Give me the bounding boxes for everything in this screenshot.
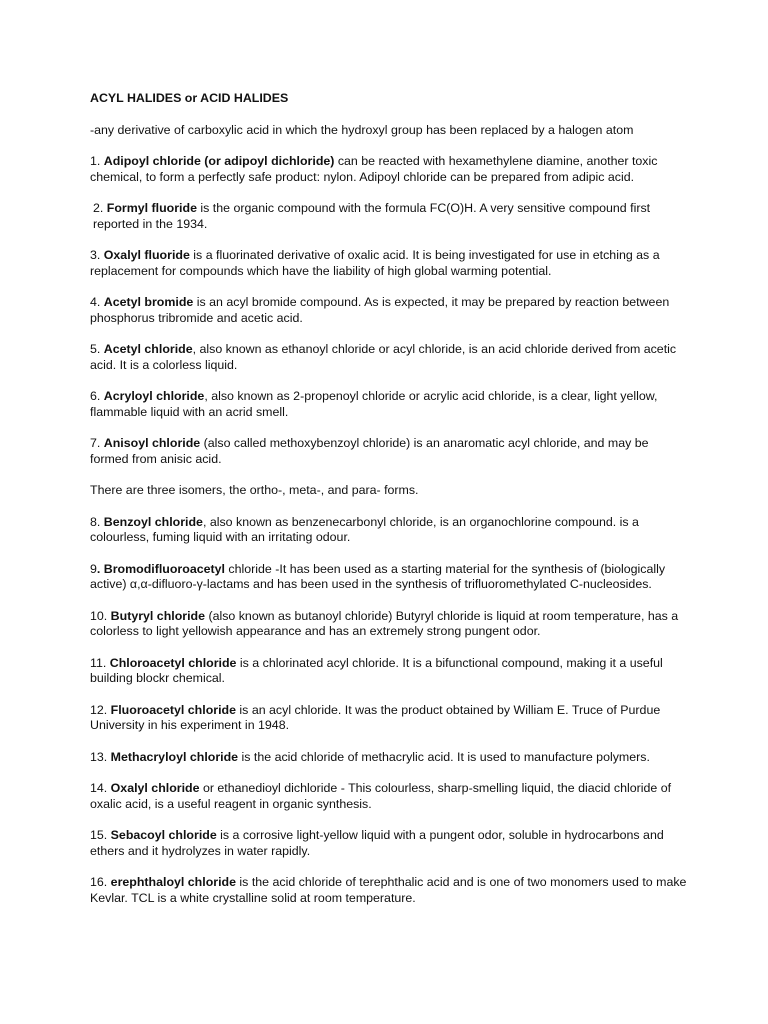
entry-number: 14. [90,781,111,795]
entry-text: (also called methoxybenzoyl chloride) is an anaromatic acyl chloride, and may be formed from anisic acid. [90,436,649,466]
entry-paragraph [90,781,690,812]
entry-text: , also known as ethanoyl chloride or acyl chloride, is an acid chloride derived from acetic acid. It is a colorless liquid. [90,342,677,372]
entry-paragraph [90,828,690,859]
entry-number: 11. [90,655,110,670]
entry-text: chloride -It has been used as a starting material for the synthesis of (biologically active) α,α-difluoro-γ-lactams and has been used in the synthesis of trifluoromethylated C-nucleosides. [90,561,666,591]
entry-name: erephthaloyl chloride [110,875,236,889]
entry-name: Formyl fluoride [106,201,197,215]
entry-paragraph [90,248,690,279]
entry-paragraph [90,656,690,687]
entry-name: Fluoroacetyl chloride [110,702,236,717]
entry-text: or ethanedioyl dichloride - This colourless, sharp-smelling liquid, the diacid chloride of oxalic acid, is a useful reagent in organic synthesis. [90,781,672,811]
entry-number: 3. [90,248,104,262]
entry-number: 4. [90,295,104,309]
entry-number: 8. [90,514,104,529]
entry-number: 5. [90,342,104,356]
entry-name: Acryloyl chloride [103,389,205,403]
entry-text: , also known as 2-propenoyl chloride or acrylic acid chloride, is a clear, light yellow, flammable liquid with an acrid smell. [90,389,658,419]
entry-text: , also known as benzenecarbonyl chloride, is an organochlorine compound. is a colourless, fuming liquid with an irritating odour. [90,514,639,544]
document-title: ACYL HALIDES or ACID HALIDES [90,91,289,105]
entry-text: is a corrosive light-yellow liquid with a pungent odor, soluble in hydrocarbons and ethers and it hydrolyzes in water rapidly. [90,828,664,858]
entry-name: Methacryloyl chloride [110,749,239,764]
entry-paragraph [90,515,690,546]
entry-name: Butyryl chloride [110,608,205,623]
entry-name: Anisoyl chloride [103,436,201,450]
entry-name: Adipoyl chloride (or adipoyl dichloride) [103,154,335,168]
entry-text: is an acyl bromide compound. As is expected, it may be prepared by reaction between phosphorus tribromide and acetic acid. [90,295,670,325]
entry-text: is the acid chloride of terephthalic acid and is one of two monomers used to make Kevlar. TCL is a white crystalline solid at room temperature. [90,875,687,905]
entry-paragraph [90,295,690,326]
entry-text: is an acyl chloride. It was the product obtained by William E. Truce of Purdue University in his experiment in 1948. [90,702,661,732]
entry-number: 1. [90,154,104,168]
entry-name: Benzoyl chloride [103,514,203,529]
entry-text: is a fluorinated derivative of oxalic acid. It is being investigated for use in etching as a replacement for compounds which have the liability of high global warming potential. [90,248,660,278]
entry-text: is the acid chloride of methacrylic acid. It is used to manufacture polymers. [238,749,650,764]
entry-paragraph [90,154,690,185]
entry-name: Acetyl bromide [103,295,194,309]
entry-number: 7. [90,436,104,450]
entry-paragraph [90,703,690,734]
entry-paragraph [90,389,690,420]
isomers-note: There are three isomers, the ortho-, meta-, and para- forms. [90,483,419,497]
entry-text: is a chlorinated acyl chloride. It is a bifunctional compound, making it a useful building blockr chemical. [90,655,663,685]
entry-text: (also known as butanoyl chloride) Butyryl chloride is liquid at room temperature, has a colorless to light yellowish appearance and has an extremely strong pungent odor. [90,608,679,638]
entry-number: 2. [93,201,107,215]
entry-number: 15. [90,828,111,842]
entry-number: 6. [90,389,104,403]
entry-paragraph [90,609,690,640]
entry-paragraph [90,342,690,373]
entry-name: Sebacoyl chloride [110,828,217,842]
entry-number: 9 [90,561,97,576]
intro-paragraph: -any derivative of carboxylic acid in which the hydroxyl group has been replaced by a halogen atom [90,122,634,137]
entry-number: 10. [90,608,111,623]
entry-number: 12. [90,702,111,717]
entry-name: Acetyl chloride [103,342,193,356]
entry-name: Oxalyl chloride [110,781,200,795]
entry-text: can be reacted with hexamethylene diamine, another toxic chemical, to form a perfectly safe product: nylon. Adipoyl chloride can be prepared from adipic acid. [90,154,658,184]
entry-name: Chloroacetyl chloride [109,655,237,670]
entry-paragraph [90,562,690,593]
entry-paragraph [90,750,690,766]
entry-number: 13. [90,749,111,764]
entry-text: is the organic compound with the formula FC(O)H. A very sensitive compound first reported in the 1934. [93,201,651,231]
entry-paragraph [90,201,690,232]
entry-name: . Bromodifluoroacetyl [96,561,225,576]
entry-name: Oxalyl fluoride [103,248,190,262]
document-body [90,91,690,922]
entry-paragraph [90,875,690,906]
entry-number: 16. [90,875,111,889]
entry-paragraph [90,436,690,467]
